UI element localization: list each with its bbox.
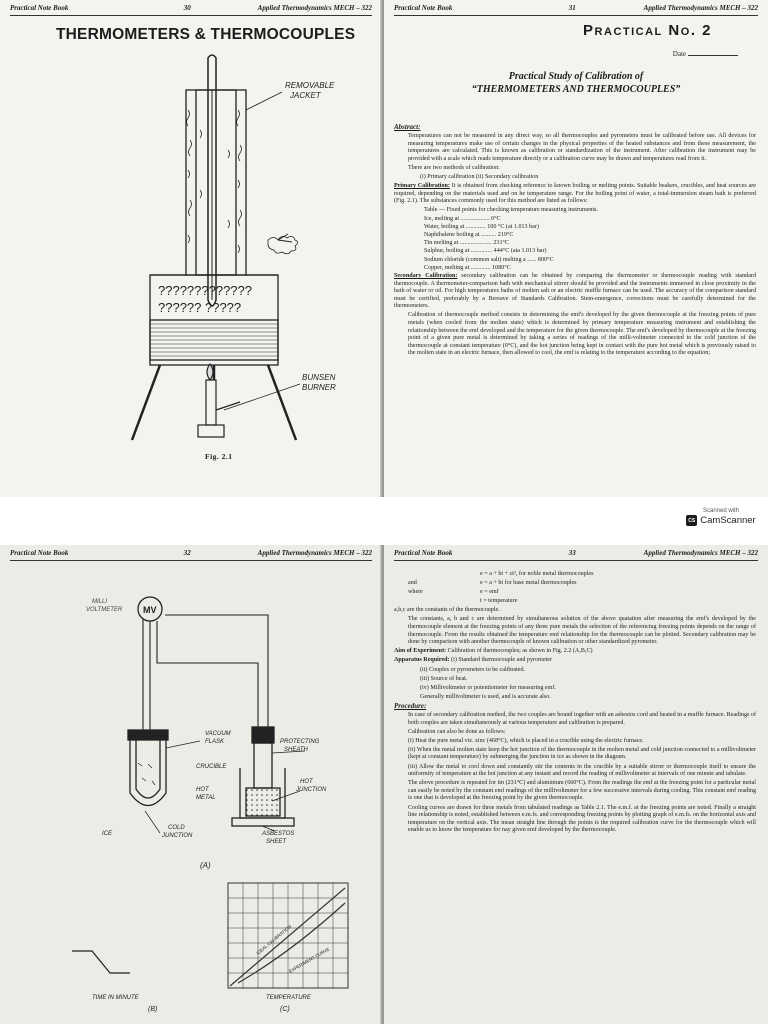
equation-2: e = a + bt for base metal thermocouples	[480, 580, 577, 587]
date-field	[673, 50, 738, 58]
figure-b-label: (B)	[148, 1006, 158, 1013]
equation-2-row	[394, 580, 756, 588]
equation-4: t = temperature	[480, 598, 518, 605]
page-title: THERMOMETERS & THERMOCOUPLES	[56, 26, 356, 43]
jacket-label-1: REMOVABLE	[285, 81, 335, 90]
vacuum-label-1: VACUUM	[205, 731, 231, 737]
header-page-number: 31	[568, 4, 576, 12]
apparatus-item: (iv) Millivoltmeter or potentiometer for measuring emf.	[420, 684, 556, 691]
fixed-points-table	[394, 207, 756, 272]
scanned-with-text: Scanned with	[702, 508, 740, 514]
procedure-paragraph: In case of secondary calibration method, the two couples are bound together with an asbestos cord and heated in a muffle furnace. Readings of both couples are taken simultaneously at various temperature and calibration is prepared.	[408, 712, 756, 726]
secondary-text: secondary calibration can be obtained by comparing the thermometer or thermocouple reading with standard thermocouple. A thermometer-comparison bath with mechanical stirrer should be provided and the instruments immersed in close proximity in the bath of water or oil. For high temperatures baths of molten salt or an electric muffle furnace can be used. The accuracy of the comparison standard must be certified, preferably by a Bereave of Standards Calibration. Stem-emergence, corrections must be carefully determined for the thermometers.	[394, 272, 756, 310]
header-left: Practical Note Book	[394, 4, 453, 12]
temperature-axis-label: TEMPERATURE	[266, 995, 311, 1001]
calibration-graph	[228, 883, 348, 988]
procedure-step: (ii) When the metal molten state keep the hot junction of the thermocouple in the molten metal and cold junction connected to a millivoltmeter (kept at constant temperature) by submerging the junction in ice as shown in the diagram.	[408, 746, 756, 761]
abstract-text: Temperatures can not be measured in any direct way, so all thermocouples and pyrometers must be calibrated before use. All devices for measuring temperatures make use of certain changes in the physical properties of the heated substances and from these measurement, the temperatures are calculated. This is known as calibration or standardization of the instrument. After calibration the instrument may be provided with a scale which reads temperature directly or a calibration curve may be drawn and temperatures read from it.	[408, 133, 756, 162]
thermocouple-wires	[143, 615, 268, 738]
header-page-number: 32	[183, 549, 191, 557]
apparatus-item: (i) Standard thermocouple and pyrometer	[451, 657, 552, 664]
apparatus-item: (ii) Couples or pyrometers to be calibrated.	[420, 666, 526, 673]
fixed-point: Sodium chloride (common salt) melting a ...... 800°C	[424, 256, 554, 263]
secondary-paragraph	[394, 273, 756, 311]
equation-2-prefix: and	[408, 580, 417, 587]
figure-c-label: (C)	[280, 1006, 290, 1013]
abstract-heading: Abstract:	[394, 123, 421, 131]
svg-text:?????? ?????: ?????? ?????	[158, 300, 242, 315]
vacuum-label-2: FLASK	[205, 739, 225, 745]
figure-a-label: (A)	[200, 861, 211, 870]
curve-ideal-label: IDEAL CALIBRATION	[255, 923, 293, 956]
hot-metal-label-1: HOT	[196, 787, 209, 793]
cooling-curve-graph	[72, 951, 130, 973]
methods-intro: There are two methods of calibration:	[408, 164, 500, 171]
table-title: Table — Fixed points for checking temperature measuring instruments.	[424, 207, 599, 214]
procedure-paragraph: Calibration can also be done as follows:	[408, 728, 506, 735]
date-label: Date	[672, 50, 686, 58]
practical-number: Practical No. 2	[583, 22, 712, 39]
camscanner-watermark	[682, 508, 760, 532]
milli-label-1: MILLI	[92, 599, 108, 605]
secondary-heading: Secondary Calibration:	[394, 272, 458, 279]
apparatus-item: (iii) Source of heat.	[420, 675, 468, 682]
burner-label-1: BUNSEN	[302, 373, 336, 382]
fixed-point: Naphthalene boiling at .......... 219°C	[424, 232, 514, 238]
fixed-point: Water, boiling at ............. 100 °C (at 1.013 bar)	[424, 223, 539, 230]
sheath-label-2: SHEATH	[284, 747, 308, 753]
header-right: Applied Thermodynamics MECH – 322	[643, 549, 758, 557]
page-header	[10, 4, 372, 16]
fixed-point: Sulphur, boiling at .............. 444°C (ata 1.013 bar)	[424, 248, 547, 255]
fixed-point: Ice, melting at ................... 0°C	[424, 215, 501, 222]
aim-row	[394, 648, 756, 656]
procedure-paragraph: Cooling curves are drawn for three metals from tabulated readings as Table 2.1. The e.m.f. at the freezing points are noted. Finally a straight line relationship is noted, established between e.m.fs. and corresponding freezing points by plotting graph of e.m.fs. on the horizontal axis and temperature on the vertical axis. The mean straight line through the points is the required calibration curve for the thermocouple which will enable us to know the temperature for nay given emf developed by the thermocouple.	[408, 804, 756, 834]
page-30	[0, 0, 382, 497]
header-right: Applied Thermodynamics MECH – 322	[643, 4, 758, 12]
equation-1: e = a + bt + ct², for noble metal thermocouples	[480, 571, 594, 577]
page-31-body	[394, 124, 756, 359]
apparatus-item: Generally millivoltmeter is used, and is accurate also.	[420, 693, 551, 700]
page-33-body	[394, 571, 756, 836]
page-header	[10, 549, 372, 561]
equation-3: e = emf	[480, 589, 499, 596]
steam-bath-figure	[0, 50, 382, 470]
procedure-paragraph: The above procedure is repeated for tin (231°C) and aluminium (660°C). From the readings the emf at the freezing point for a particular metal can easily be noted by the constant emf readings of the millivoltmeter for a few successive intervals during cooling. This constant emf reading is one that is developed at the freezing point by the given thermocouple.	[408, 780, 756, 802]
thermocouple-calibration-figure	[0, 563, 382, 1023]
svg-text:?????????????: ?????????????	[158, 283, 252, 298]
burner-leader	[224, 384, 300, 410]
asbestos-label-2: SHEET	[266, 839, 287, 845]
equation-3-prefix: where	[408, 589, 423, 596]
bunsen-burner	[198, 364, 240, 437]
jacket-leader	[246, 92, 282, 110]
page-31	[384, 0, 768, 497]
cold-junction-label-2: JUNCTION	[162, 833, 193, 839]
header-page-number: 30	[183, 4, 191, 12]
page-header	[394, 4, 758, 16]
asbestos-label-1: ASBESTOS	[262, 831, 295, 837]
fixed-point: Tin melting at ..................... 231°C	[424, 240, 509, 247]
header-right: Applied Thermodynamics MECH – 322	[257, 549, 372, 557]
apparatus-row	[394, 657, 756, 665]
constants-paragraph: The constants, a, b and c are determined by simultaneous solution of the above quatation after measuring the emf's developed by the thermocouple element at the freezing points of any three pure metals the selection of the referencing freezing points depends on the range of thermocouple. From the results obtained the temperature emf relationship for the thermocouple can be plotted. Secondary calibration may be done by comparison with another thermocouple of known calibration or other standardized pyrometer.	[408, 616, 756, 646]
hot-metal-label-2: METAL	[196, 795, 216, 801]
burner-label-2: BURNER	[302, 383, 336, 392]
practical-subtitle	[404, 70, 748, 96]
hot-junction-label-1: HOT	[300, 779, 313, 785]
procedure-step: (i) Heat the pure metal viz. zinc (468°C), which is placed in a crucible using the electric furnace.	[408, 737, 644, 744]
camscanner-brand: CamScanner	[700, 515, 756, 526]
primary-text: It is obtained from checking reference to known boiling or melting points. Suitable beakers, crucibles, and heat sources are required, depending on the materials used and on he temperature range. For the boiling point of water, a total-immersion steam bath is preferred (Fig. 2.1). The substances commonly used for this method are listed as follows:	[394, 183, 756, 205]
methods-list: (i) Primary calibration (ii) Secondary calibration	[420, 174, 539, 181]
figure-caption: Fig. 2.1	[205, 452, 233, 461]
fixed-point: Copper, melting at ............. 1080°C	[424, 264, 511, 271]
sheath-label-1: PROTECTING	[280, 739, 320, 745]
procedure-step: (iii) Allow the metal to cool down and constantly stir the contents in the crucible by a suitable stirrer or thermocouple itself to ensure the uniformity of temperature at the hot junction at any instant and record the reading of millivoltmeter at intervals of one minute and tabulate.	[408, 763, 756, 778]
thermometer	[208, 55, 216, 306]
primary-paragraph	[394, 183, 756, 206]
crucible-label: CRUCIBLE	[196, 764, 227, 770]
steam-outlet	[268, 236, 298, 253]
equation-3-row	[394, 589, 756, 597]
ice-label: ICE	[102, 831, 113, 837]
procedure-heading: Procedure:	[394, 701, 427, 710]
aim-text: Calibration of thermocouples; as shown in Fig. 2.2 (A,B,C)	[447, 648, 593, 655]
page-32	[0, 545, 382, 1024]
apparatus-label: Apparatus Required:	[394, 657, 450, 664]
cold-junction-label-1: COLD	[168, 825, 185, 831]
page-header	[394, 549, 758, 561]
vacuum-flask	[128, 730, 168, 806]
constants-note: a,b,c are the constants of the thermocouple.	[394, 607, 500, 614]
header-left: Practical Note Book	[10, 549, 69, 557]
hot-junction-label-2: JUNCTION	[296, 787, 327, 793]
subtitle-line-2: “THERMOMETERS AND THERMOCOUPLES”	[471, 84, 681, 95]
milli-label-2: VOLTMETER	[86, 607, 123, 613]
header-left: Practical Note Book	[394, 549, 453, 557]
boiling-vessel	[150, 234, 292, 365]
header-page-number: 33	[568, 549, 576, 557]
jacket-label-2: JACKET	[290, 91, 321, 100]
primary-heading: Primary Calibration:	[394, 183, 450, 190]
mv-label: MV	[143, 605, 157, 615]
tripod-stand	[132, 365, 296, 440]
aim-label: Aim of Experiment:	[394, 648, 447, 655]
header-left: Practical Note Book	[10, 4, 69, 12]
curve-experiment-label: EXPERIMENT CURVE	[288, 946, 331, 974]
time-axis-label: TIME IN MINUTE	[92, 995, 139, 1001]
header-right: Applied Thermodynamics MECH – 322	[257, 4, 372, 12]
calibration-paragraph: Calibration of thermocouple method consists in determining the emf's developed by the given thermocouple at the freezing points of pure metals (when cooled from the molten state) which is determined by primary temperature measuring instrument and establishing the relationship between the emf developed and the temperature for the given thermocouple. The emf's developed by thermocouple at the freezing point of a given pure metal is determined by taking a series of readings of the milli-voltmeter connected to the cold junction of the thermocouple at constant temperature (0°C), and the hot junction being kept in contact with the pure hot metal which is previously raised to the molten state in an electric furnace, then allowed to cool, the emf is relating to the temperature according to the equation;	[408, 312, 756, 357]
page-33	[384, 545, 768, 1024]
subtitle-line-1: Practical Study of Calibration of	[508, 71, 644, 82]
camscanner-logo-icon: CS	[686, 515, 697, 526]
